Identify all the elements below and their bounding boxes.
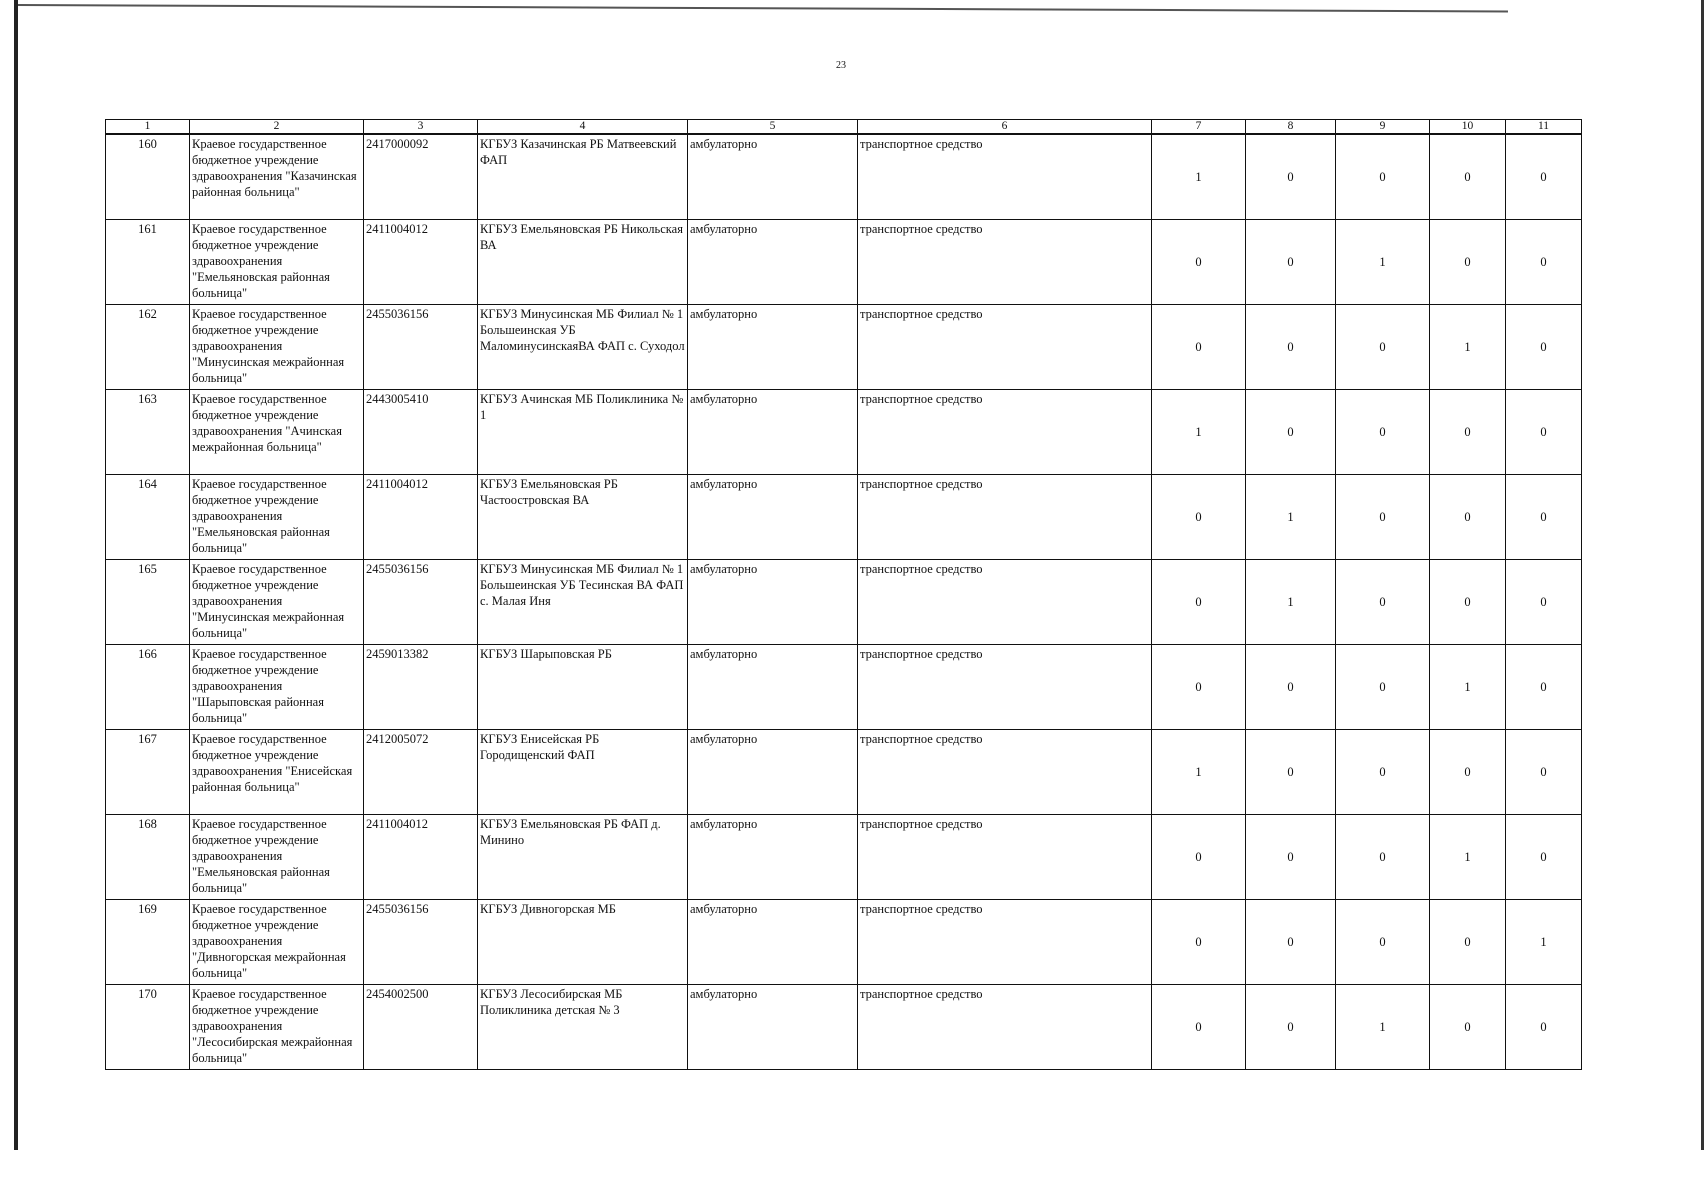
value-col-10: 0 — [1430, 389, 1506, 474]
col-header-3: 3 — [364, 120, 478, 135]
inn-code: 2455036156 — [364, 899, 478, 984]
value-col-11: 0 — [1506, 984, 1582, 1069]
value-col-7: 1 — [1152, 389, 1246, 474]
unit-name: КГБУЗ Емельяновская РБ Частоостровская ВА — [478, 474, 688, 559]
value-col-8: 0 — [1246, 814, 1336, 899]
table-row — [106, 389, 1582, 474]
value-col-7: 0 — [1152, 984, 1246, 1069]
page-number: 23 — [836, 60, 846, 71]
value-col-9: 0 — [1336, 729, 1430, 814]
value-col-10: 0 — [1430, 134, 1506, 219]
value-col-9: 0 — [1336, 899, 1430, 984]
value-col-11: 0 — [1506, 559, 1582, 644]
value-col-10: 1 — [1430, 644, 1506, 729]
value-col-7: 0 — [1152, 474, 1246, 559]
value-col-9: 0 — [1336, 814, 1430, 899]
care-mode: амбулаторно — [688, 219, 858, 304]
inn-code: 2455036156 — [364, 304, 478, 389]
value-col-11: 0 — [1506, 474, 1582, 559]
value-col-11: 1 — [1506, 899, 1582, 984]
value-col-10: 1 — [1430, 304, 1506, 389]
table-row — [106, 984, 1582, 1069]
organization-name: Краевое государственное бюджетное учреждение здравоохранения "Емельяновская районная больница" — [190, 219, 364, 304]
item-type: транспортное средство — [858, 644, 1152, 729]
column-number-row — [106, 120, 1582, 135]
item-type: транспортное средство — [858, 899, 1152, 984]
organization-name: Краевое государственное бюджетное учреждение здравоохранения "Емельяновская районная больница" — [190, 474, 364, 559]
table-row — [106, 899, 1582, 984]
value-col-8: 0 — [1246, 134, 1336, 219]
inn-code: 2412005072 — [364, 729, 478, 814]
value-col-8: 0 — [1246, 389, 1336, 474]
value-col-7: 1 — [1152, 729, 1246, 814]
row-number: 167 — [106, 729, 190, 814]
value-col-7: 0 — [1152, 899, 1246, 984]
item-type: транспортное средство — [858, 729, 1152, 814]
value-col-7: 0 — [1152, 559, 1246, 644]
inn-code: 2411004012 — [364, 474, 478, 559]
scan-border-top — [18, 4, 1508, 13]
care-mode: амбулаторно — [688, 389, 858, 474]
value-col-8: 0 — [1246, 219, 1336, 304]
organization-name: Краевое государственное бюджетное учреждение здравоохранения "Ачинская межрайонная больница" — [190, 389, 364, 474]
col-header-11: 11 — [1506, 120, 1582, 135]
care-mode: амбулаторно — [688, 984, 858, 1069]
row-number: 161 — [106, 219, 190, 304]
row-number: 168 — [106, 814, 190, 899]
value-col-9: 1 — [1336, 984, 1430, 1069]
value-col-9: 0 — [1336, 134, 1430, 219]
value-col-11: 0 — [1506, 304, 1582, 389]
row-number: 170 — [106, 984, 190, 1069]
unit-name: КГБУЗ Минусинская МБ Филиал № 1 Большеинская УБ Тесинская ВА ФАП с. Малая Иня — [478, 559, 688, 644]
table-row — [106, 474, 1582, 559]
table-row — [106, 814, 1582, 899]
unit-name: КГБУЗ Минусинская МБ Филиал № 1 Большеинская УБ МаломинусинскаяВА ФАП с. Суходол — [478, 304, 688, 389]
table-row — [106, 644, 1582, 729]
row-number: 166 — [106, 644, 190, 729]
inn-code: 2411004012 — [364, 219, 478, 304]
value-col-8: 0 — [1246, 644, 1336, 729]
value-col-10: 0 — [1430, 899, 1506, 984]
value-col-10: 0 — [1430, 559, 1506, 644]
unit-name: КГБУЗ Лесосибирская МБ Поликлиника детская № 3 — [478, 984, 688, 1069]
value-col-9: 0 — [1336, 304, 1430, 389]
value-col-9: 0 — [1336, 644, 1430, 729]
value-col-11: 0 — [1506, 644, 1582, 729]
care-mode: амбулаторно — [688, 304, 858, 389]
unit-name: КГБУЗ Шарыповская РБ — [478, 644, 688, 729]
row-number: 163 — [106, 389, 190, 474]
care-mode: амбулаторно — [688, 729, 858, 814]
value-col-7: 0 — [1152, 219, 1246, 304]
value-col-7: 0 — [1152, 304, 1246, 389]
item-type: транспортное средство — [858, 984, 1152, 1069]
col-header-8: 8 — [1246, 120, 1336, 135]
row-number: 169 — [106, 899, 190, 984]
table-row — [106, 559, 1582, 644]
care-mode: амбулаторно — [688, 899, 858, 984]
col-header-9: 9 — [1336, 120, 1430, 135]
organization-name: Краевое государственное бюджетное учреждение здравоохранения "Казачинская районная больница" — [190, 134, 364, 219]
value-col-8: 1 — [1246, 474, 1336, 559]
organization-name: Краевое государственное бюджетное учреждение здравоохранения "Шарыповская районная больница" — [190, 644, 364, 729]
value-col-11: 0 — [1506, 814, 1582, 899]
value-col-7: 0 — [1152, 814, 1246, 899]
value-col-10: 0 — [1430, 984, 1506, 1069]
value-col-10: 0 — [1430, 729, 1506, 814]
value-col-7: 1 — [1152, 134, 1246, 219]
table-row — [106, 219, 1582, 304]
value-col-8: 1 — [1246, 559, 1336, 644]
unit-name: КГБУЗ Казачинская РБ Матвеевский ФАП — [478, 134, 688, 219]
value-col-9: 0 — [1336, 559, 1430, 644]
row-number: 165 — [106, 559, 190, 644]
unit-name: КГБУЗ Емельяновская РБ Никольская ВА — [478, 219, 688, 304]
col-header-7: 7 — [1152, 120, 1246, 135]
organization-name: Краевое государственное бюджетное учреждение здравоохранения "Енисейская районная больница" — [190, 729, 364, 814]
col-header-4: 4 — [478, 120, 688, 135]
inn-code: 2454002500 — [364, 984, 478, 1069]
inn-code: 2443005410 — [364, 389, 478, 474]
item-type: транспортное средство — [858, 134, 1152, 219]
col-header-6: 6 — [858, 120, 1152, 135]
value-col-11: 0 — [1506, 389, 1582, 474]
value-col-7: 0 — [1152, 644, 1246, 729]
unit-name: КГБУЗ Емельяновская РБ ФАП д. Минино — [478, 814, 688, 899]
value-col-8: 0 — [1246, 729, 1336, 814]
unit-name: КГБУЗ Енисейская РБ Городищенский ФАП — [478, 729, 688, 814]
inn-code: 2455036156 — [364, 559, 478, 644]
organization-name: Краевое государственное бюджетное учреждение здравоохранения "Минусинская межрайонная больница" — [190, 559, 364, 644]
care-mode: амбулаторно — [688, 644, 858, 729]
inn-code: 2411004012 — [364, 814, 478, 899]
item-type: транспортное средство — [858, 474, 1152, 559]
item-type: транспортное средство — [858, 389, 1152, 474]
col-header-1: 1 — [106, 120, 190, 135]
care-mode: амбулаторно — [688, 474, 858, 559]
care-mode: амбулаторно — [688, 814, 858, 899]
col-header-5: 5 — [688, 120, 858, 135]
value-col-8: 0 — [1246, 899, 1336, 984]
table-row — [106, 729, 1582, 814]
care-mode: амбулаторно — [688, 559, 858, 644]
registry-table — [105, 119, 1582, 1070]
item-type: транспортное средство — [858, 559, 1152, 644]
unit-name: КГБУЗ Дивногорская МБ — [478, 899, 688, 984]
organization-name: Краевое государственное бюджетное учреждение здравоохранения "Емельяновская районная больница" — [190, 814, 364, 899]
unit-name: КГБУЗ Ачинская МБ Поликлиника № 1 — [478, 389, 688, 474]
value-col-11: 0 — [1506, 134, 1582, 219]
table-row — [106, 134, 1582, 219]
value-col-10: 0 — [1430, 474, 1506, 559]
organization-name: Краевое государственное бюджетное учреждение здравоохранения "Лесосибирская межрайонная больница" — [190, 984, 364, 1069]
col-header-2: 2 — [190, 120, 364, 135]
care-mode: амбулаторно — [688, 134, 858, 219]
inn-code: 2459013382 — [364, 644, 478, 729]
scan-border-left — [14, 0, 18, 1150]
table-row — [106, 304, 1582, 389]
item-type: транспортное средство — [858, 219, 1152, 304]
value-col-10: 1 — [1430, 814, 1506, 899]
value-col-9: 0 — [1336, 474, 1430, 559]
col-header-10: 10 — [1430, 120, 1506, 135]
organization-name: Краевое государственное бюджетное учреждение здравоохранения "Минусинская межрайонная больница" — [190, 304, 364, 389]
item-type: транспортное средство — [858, 304, 1152, 389]
value-col-8: 0 — [1246, 304, 1336, 389]
value-col-9: 0 — [1336, 389, 1430, 474]
organization-name: Краевое государственное бюджетное учреждение здравоохранения "Дивногорская межрайонная больница" — [190, 899, 364, 984]
row-number: 162 — [106, 304, 190, 389]
value-col-10: 0 — [1430, 219, 1506, 304]
value-col-11: 0 — [1506, 729, 1582, 814]
item-type: транспортное средство — [858, 814, 1152, 899]
value-col-11: 0 — [1506, 219, 1582, 304]
row-number: 160 — [106, 134, 190, 219]
value-col-9: 1 — [1336, 219, 1430, 304]
row-number: 164 — [106, 474, 190, 559]
value-col-8: 0 — [1246, 984, 1336, 1069]
inn-code: 2417000092 — [364, 134, 478, 219]
